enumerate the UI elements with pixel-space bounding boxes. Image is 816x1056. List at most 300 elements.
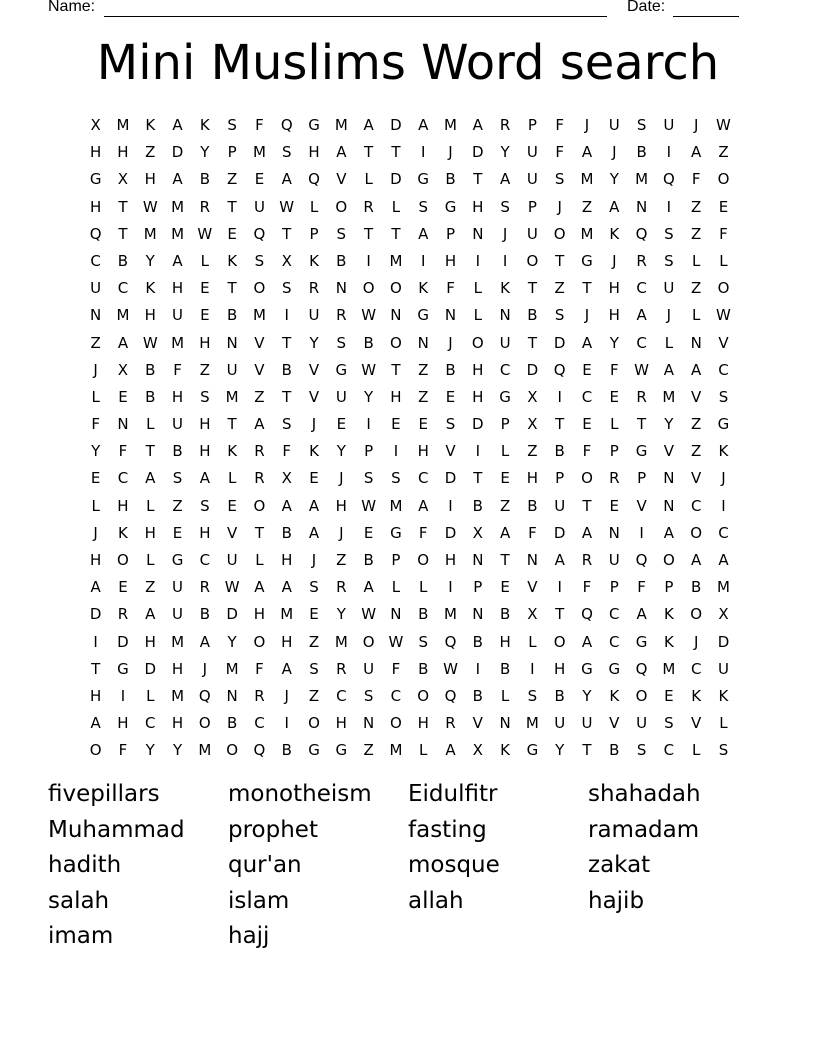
word-list-item: hajj (228, 923, 270, 950)
word-list-item: hajib (588, 887, 645, 914)
grid-letter: Q (553, 360, 566, 379)
grid-letter: K (227, 442, 238, 461)
grid-letter: J (311, 551, 317, 569)
grid-letter: S (636, 741, 647, 760)
grid-letter: M (225, 387, 239, 406)
grid-letter: G (117, 659, 129, 678)
grid-letter: B (527, 496, 538, 515)
grid-letter: N (363, 714, 375, 733)
grid-letter: M (444, 605, 457, 624)
grid-letter: N (526, 551, 539, 569)
grid-letter: H (281, 632, 293, 651)
grid-letter: Z (90, 333, 101, 352)
grid-letter: I (120, 686, 126, 705)
grid-letter: H (144, 632, 156, 651)
name-blank-line[interactable] (104, 16, 607, 17)
grid-letter: D (444, 469, 457, 488)
grid-letter: C (636, 279, 647, 298)
grid-letter: I (666, 143, 672, 162)
grid-letter: W (142, 197, 158, 216)
grid-letter: P (527, 197, 537, 216)
grid-letter: N (90, 306, 102, 325)
grid-letter: T (364, 224, 374, 243)
grid-letter: L (391, 578, 401, 597)
grid-letter: U (253, 197, 265, 216)
grid-letter: Q (444, 686, 457, 705)
grid-letter: P (664, 578, 674, 597)
grid-letter: A (663, 523, 675, 542)
grid-letter: Q (253, 741, 266, 760)
grid-letter: H (171, 714, 184, 733)
grid-letter: I (639, 523, 644, 542)
grid-letter: K (718, 686, 729, 705)
grid-letter: X (117, 170, 129, 189)
word-list-item: zakat (588, 852, 651, 879)
grid-letter: E (609, 387, 620, 406)
grid-letter: V (691, 469, 702, 488)
grid-letter: K (145, 116, 156, 134)
grid-letter: P (527, 116, 537, 134)
grid-letter: O (390, 714, 402, 733)
grid-letter: R (199, 578, 211, 597)
grid-letter: X (527, 415, 538, 434)
grid-letter: E (418, 415, 428, 434)
grid-letter: O (390, 279, 402, 298)
grid-letter: C (90, 251, 101, 270)
grid-letter: N (663, 469, 675, 488)
grid-letter: Q (253, 224, 266, 243)
grid-letter: A (609, 197, 620, 216)
grid-letter: S (281, 415, 292, 434)
grid-letter: I (475, 442, 481, 461)
grid-letter: Z (226, 170, 238, 189)
grid-letter: O (635, 686, 648, 705)
grid-letter: A (281, 659, 292, 678)
grid-letter: D (526, 360, 539, 379)
grid-letter: F (91, 415, 100, 434)
grid-letter: V (718, 333, 729, 352)
grid-letter: A (581, 632, 593, 651)
grid-letter: J (339, 469, 344, 488)
grid-letter: E (309, 469, 319, 488)
grid-letter: U (663, 116, 675, 134)
grid-letter: W (361, 306, 377, 325)
grid-letter: Z (718, 143, 729, 162)
grid-letter: G (308, 116, 320, 134)
grid-letter: N (608, 523, 620, 542)
grid-letter: M (252, 306, 266, 325)
grid-letter: B (554, 686, 565, 705)
grid-letter: A (281, 496, 292, 515)
grid-letter: H (499, 632, 511, 651)
grid-letter: O (581, 469, 593, 488)
grid-letter: U (526, 143, 538, 162)
grid-letter: I (284, 714, 289, 733)
grid-letter: L (91, 496, 100, 515)
grid-letter: D (472, 143, 484, 162)
grid-letter: M (662, 387, 676, 406)
grid-letter: O (308, 714, 320, 733)
grid-letter: F (582, 442, 592, 461)
grid-letter: H (253, 605, 266, 624)
grid-letter: Q (635, 659, 648, 678)
page-title: Mini Muslims Word search (96, 35, 720, 91)
grid-letter: J (93, 360, 98, 379)
grid-letter: U (172, 605, 184, 624)
grid-letter: U (226, 551, 238, 569)
grid-letter: E (336, 415, 347, 434)
grid-letter: E (609, 496, 620, 515)
name-label: Name: (48, 0, 96, 15)
grid-letter: X (527, 387, 538, 406)
grid-letter: S (418, 632, 428, 651)
grid-letter: O (226, 741, 239, 760)
grid-letter: E (363, 523, 374, 542)
grid-letter: O (362, 632, 375, 651)
grid-letter: J (502, 224, 508, 243)
grid-letter: L (692, 251, 701, 270)
grid-letter: B (117, 251, 129, 270)
grid-letter: M (717, 578, 730, 597)
grid-letter: A (363, 116, 374, 134)
grid-letter: V (254, 360, 265, 379)
grid-letter: N (499, 306, 511, 325)
grid-letter: V (445, 442, 456, 461)
grid-letter: A (172, 116, 183, 134)
grid-letter: N (499, 714, 511, 733)
grid-letter: Z (499, 496, 511, 515)
grid-letter: Q (308, 170, 320, 189)
grid-letter: T (582, 741, 592, 760)
grid-letter: Z (691, 279, 702, 298)
grid-letter: A (499, 170, 511, 189)
grid-letter: T (227, 197, 237, 216)
grid-letter: Y (309, 333, 319, 352)
grid-letter: H (390, 387, 402, 406)
grid-letter: C (145, 714, 156, 733)
grid-letter: E (200, 306, 210, 325)
grid-letter: B (636, 143, 647, 162)
grid-letter: S (363, 686, 374, 705)
grid-letter: A (308, 523, 320, 542)
grid-letter: I (366, 415, 371, 434)
grid-letter: C (390, 686, 402, 705)
grid-letter: I (448, 578, 453, 597)
grid-letter: T (391, 360, 401, 379)
grid-letter: Y (227, 632, 237, 651)
grid-letter: R (636, 251, 647, 270)
grid-letter: H (117, 714, 129, 733)
grid-letter: S (664, 251, 674, 270)
grid-letter: I (393, 442, 399, 461)
grid-letter: S (254, 251, 265, 270)
grid-letter: T (527, 333, 537, 352)
grid-letter: H (417, 442, 429, 461)
grid-letter: H (199, 523, 211, 542)
grid-letter: A (636, 605, 647, 624)
grid-letter: Q (280, 116, 293, 134)
grid-letter: M (171, 224, 185, 243)
grid-letter: W (279, 197, 295, 216)
grid-letter: V (254, 333, 265, 352)
grid-letter: E (445, 387, 456, 406)
grid-letter: F (609, 360, 619, 379)
grid-letter: I (366, 251, 371, 270)
grid-letter: C (117, 469, 129, 488)
grid-letter: A (499, 523, 511, 542)
grid-letter: C (581, 387, 593, 406)
grid-letter: B (363, 333, 374, 352)
grid-letter: M (116, 116, 130, 134)
grid-letter: N (417, 333, 429, 352)
grid-letter: R (199, 197, 211, 216)
grid-letter: O (117, 551, 129, 569)
grid-letter: T (555, 605, 565, 624)
grid-letter: A (663, 360, 675, 379)
grid-letter: B (336, 251, 347, 270)
grid-letter: M (334, 116, 348, 134)
grid-letter: A (581, 143, 593, 162)
grid-letter: K (500, 279, 511, 298)
grid-letter: M (635, 170, 649, 189)
grid-letter: E (90, 469, 101, 488)
grid-letter: Y (145, 741, 155, 760)
grid-letter: A (172, 251, 183, 270)
grid-letter: T (391, 143, 401, 162)
letter-grid (82, 114, 737, 767)
grid-letter: Z (199, 360, 210, 379)
grid-letter: G (417, 170, 430, 189)
grid-letter: L (528, 632, 537, 651)
grid-letter: S (391, 469, 401, 488)
grid-letter: T (555, 251, 565, 270)
grid-letter: Q (662, 170, 675, 189)
grid-letter: U (554, 714, 566, 733)
grid-letter: F (282, 442, 292, 461)
grid-letter: E (172, 523, 183, 542)
word-list-item: imam (48, 923, 114, 950)
grid-letter: J (612, 143, 617, 162)
grid-letter: S (200, 496, 210, 515)
grid-letter: C (636, 333, 647, 352)
grid-letter: O (690, 523, 703, 542)
grid-letter: S (172, 469, 183, 488)
grid-letter: D (717, 632, 730, 651)
grid-letter: Q (444, 632, 457, 651)
grid-letter: H (117, 496, 129, 515)
grid-letter: A (336, 143, 347, 162)
grid-letter: T (391, 224, 401, 243)
grid-letter: K (199, 116, 210, 134)
word-list-item: prophet (228, 816, 318, 843)
grid-letter: Y (500, 143, 510, 162)
grid-letter: W (634, 360, 649, 379)
grid-letter: M (171, 686, 185, 705)
grid-letter: M (662, 659, 676, 678)
grid-letter: L (473, 306, 482, 325)
grid-letter: U (608, 116, 620, 134)
grid-letter: J (448, 333, 453, 352)
grid-letter: Z (418, 387, 429, 406)
grid-letter: R (363, 197, 374, 216)
grid-letter: A (418, 116, 429, 134)
grid-letter: Z (145, 578, 156, 597)
grid-letter: O (253, 496, 266, 515)
grid-letter: R (254, 442, 265, 461)
grid-letter: G (635, 632, 648, 651)
grid-letter: H (472, 387, 484, 406)
grid-letter: L (664, 333, 674, 352)
grid-letter: F (118, 442, 128, 461)
grid-letter: D (89, 605, 102, 624)
grid-letter: Q (198, 686, 211, 705)
grid-letter: H (144, 306, 156, 325)
grid-letter: D (472, 415, 484, 434)
word-list-item: hadith (48, 852, 122, 879)
grid-letter: N (444, 306, 457, 325)
grid-letter: B (499, 659, 511, 678)
grid-letter: M (525, 714, 539, 733)
header (0, 0, 816, 20)
grid-letter: C (336, 686, 347, 705)
grid-letter: C (663, 741, 675, 760)
grid-letter: N (390, 605, 402, 624)
grid-letter: G (444, 197, 457, 216)
grid-letter: H (144, 170, 156, 189)
grid-letter: L (719, 251, 728, 270)
grid-letter: M (225, 659, 239, 678)
grid-letter: M (444, 116, 457, 134)
grid-letter: K (227, 251, 238, 270)
grid-letter: L (692, 306, 701, 325)
grid-letter: U (526, 170, 538, 189)
grid-letter: Z (172, 496, 183, 515)
word-list-item: salah (48, 887, 110, 914)
grid-letter: O (526, 251, 539, 270)
grid-letter: V (308, 360, 320, 379)
grid-letter: E (500, 469, 510, 488)
grid-letter: G (499, 387, 511, 406)
grid-letter: A (281, 578, 292, 597)
grid-letter: A (199, 632, 210, 651)
grid-letter: A (581, 333, 593, 352)
grid-letter: P (473, 578, 483, 597)
grid-letter: S (500, 197, 510, 216)
date-blank-line[interactable] (673, 16, 739, 17)
grid-letter: W (388, 632, 404, 651)
grid-letter: Z (691, 224, 702, 243)
grid-letter: L (419, 741, 428, 760)
grid-letter: W (361, 496, 377, 515)
grid-letter: O (198, 714, 211, 733)
grid-letter: C (609, 632, 620, 651)
grid-letter: H (199, 415, 211, 434)
grid-letter: C (254, 714, 265, 733)
grid-letter: S (718, 741, 729, 760)
grid-letter: O (362, 279, 375, 298)
grid-letter: L (719, 714, 728, 733)
grid-letter: S (554, 170, 565, 189)
grid-letter: J (693, 116, 699, 134)
grid-letter: N (335, 279, 347, 298)
grid-letter: X (472, 523, 483, 542)
grid-letter: U (335, 387, 347, 406)
grid-letter: L (473, 279, 482, 298)
grid-letter: Y (145, 251, 155, 270)
grid-letter: D (117, 632, 129, 651)
grid-letter: X (527, 605, 538, 624)
grid-letter: F (637, 578, 646, 597)
grid-letter: T (282, 387, 292, 406)
grid-letter: T (227, 279, 237, 298)
grid-letter: H (472, 197, 484, 216)
grid-letter: V (227, 523, 238, 542)
grid-letter: D (444, 523, 457, 542)
grid-letter: L (364, 170, 373, 189)
grid-letter: A (254, 578, 265, 597)
grid-letter: Z (691, 442, 702, 461)
grid-letter: T (254, 523, 265, 542)
grid-letter: T (555, 415, 565, 434)
grid-letter: I (530, 659, 535, 678)
grid-letter: E (500, 578, 510, 597)
grid-letter: C (199, 551, 211, 569)
grid-letter: M (389, 741, 403, 760)
grid-letter: Y (91, 442, 101, 461)
grid-letter: F (255, 116, 264, 134)
grid-letter: M (171, 197, 185, 216)
grid-letter: T (582, 496, 592, 515)
word-list-item: allah (408, 887, 464, 914)
grid-letter: N (226, 333, 238, 352)
grid-letter: N (390, 306, 402, 325)
grid-letter: K (500, 741, 511, 760)
grid-letter: S (309, 578, 319, 597)
grid-letter: B (226, 306, 238, 325)
grid-letter: A (308, 496, 320, 515)
grid-letter: L (227, 469, 237, 488)
grid-letter: U (172, 415, 184, 434)
grid-letter: S (336, 224, 347, 243)
grid-letter: H (90, 143, 102, 162)
grid-letter: M (580, 224, 594, 243)
grid-letter: K (309, 251, 319, 270)
grid-letter: U (308, 306, 320, 325)
grid-letter: B (554, 442, 565, 461)
grid-letter: U (526, 224, 538, 243)
grid-letter: T (91, 659, 101, 678)
grid-letter: A (254, 415, 265, 434)
grid-letter: E (118, 578, 128, 597)
grid-letter: I (502, 251, 508, 270)
grid-letter: L (146, 496, 155, 515)
grid-letter: T (527, 279, 537, 298)
grid-letter: O (417, 686, 430, 705)
grid-letter: M (280, 605, 294, 624)
grid-letter: U (636, 714, 648, 733)
grid-letter: H (117, 143, 129, 162)
grid-letter: O (553, 224, 566, 243)
grid-letter: A (718, 551, 729, 569)
grid-letter: A (281, 170, 292, 189)
grid-letter: J (584, 306, 590, 325)
grid-letter: I (721, 496, 726, 515)
grid-letter: E (200, 279, 210, 298)
grid-letter: S (200, 387, 210, 406)
grid-letter: X (281, 251, 292, 270)
grid-letter: R (609, 469, 620, 488)
grid-letter: L (146, 551, 155, 569)
